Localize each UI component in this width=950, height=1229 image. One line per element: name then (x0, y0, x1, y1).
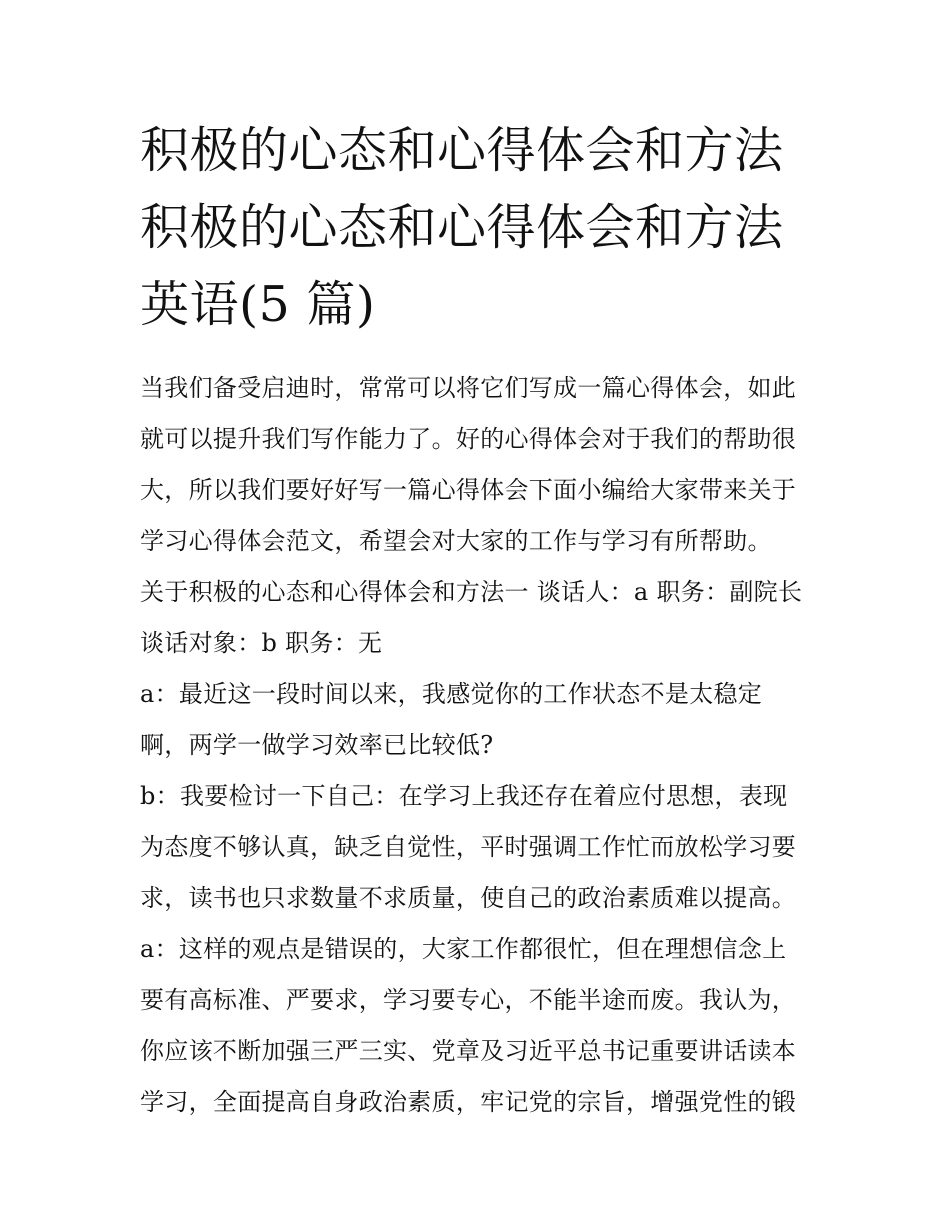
body-line-2: 就可以提升我们写作能力了。好的心得体会对于我们的帮助很 (140, 425, 797, 453)
title-line-1: 积极的心态和心得体会和方法 (140, 122, 784, 179)
title-line-2: 积极的心态和心得体会和方法 (140, 199, 784, 256)
document-body (140, 363, 820, 1128)
body-line-6: 谈话对象：b 职务：无 (140, 629, 383, 657)
body-line-11: 求，读书也只求数量不求质量，使自己的政治素质难以提高。 (140, 884, 797, 912)
body-line-12: a：这样的观点是错误的，大家工作都很忙，但在理想信念上 (140, 935, 787, 963)
body-line-9: b：我要检讨一下自己：在学习上我还存在着应付思想，表现 (140, 782, 788, 810)
body-line-5: 关于积极的心态和心得体会和方法一 谈话人：a 职务：副院长 (140, 578, 803, 606)
document-page (140, 112, 820, 1128)
body-line-1: 当我们备受启迪时，常常可以将它们写成一篇心得体会，如此 (140, 374, 797, 402)
title-line-3: 英语(5 篇) (140, 276, 376, 333)
body-line-14: 你应该不断加强三严三实、党章及习近平总书记重要讲话读本 (140, 1037, 797, 1065)
document-title (140, 112, 820, 343)
body-line-15: 学习，全面提高自身政治素质，牢记党的宗旨，增强党性的锻 (140, 1088, 797, 1116)
body-line-10: 为态度不够认真，缺乏自觉性，平时强调工作忙而放松学习要 (140, 833, 797, 861)
body-line-4: 学习心得体会范文，希望会对大家的工作与学习有所帮助。 (140, 527, 772, 555)
body-line-7: a：最近这一段时间以来，我感觉你的工作状态不是太稳定 (140, 680, 763, 708)
body-line-3: 大，所以我们要好好写一篇心得体会下面小编给大家带来关于 (140, 476, 797, 504)
body-line-8: 啊，两学一做学习效率已比较低? (140, 731, 494, 759)
body-line-13: 要有高标准、严要求，学习要专心，不能半途而废。我认为， (140, 986, 797, 1014)
